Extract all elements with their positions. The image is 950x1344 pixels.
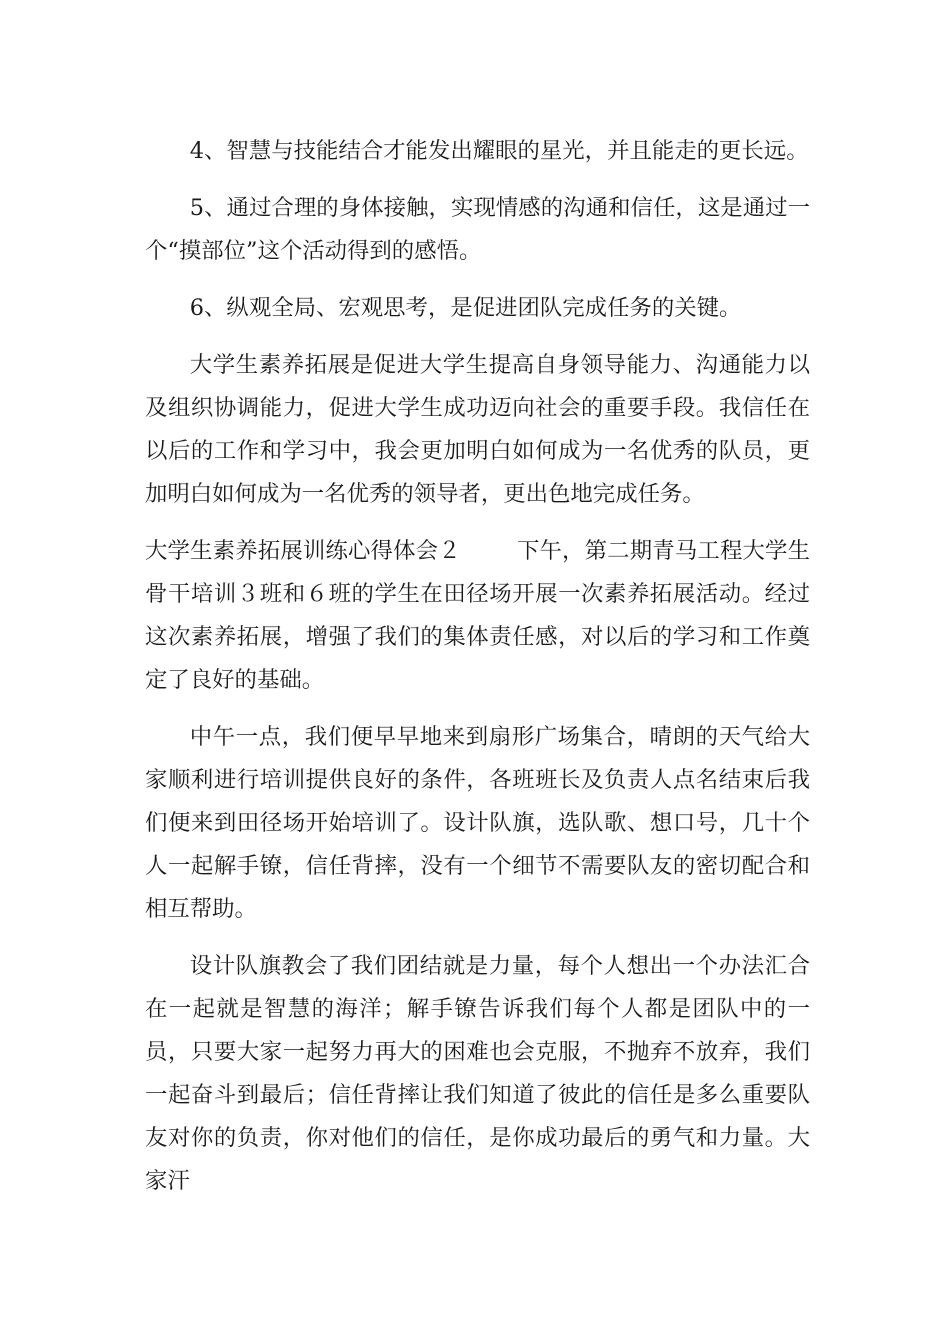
- section-2-title: 大学生素养拓展训练心得体会２: [145, 538, 461, 564]
- paragraph-summary: 大学生素养拓展是促进大学生提高自身领导能力、沟通能力以及组织协调能力，促进大学生成功迈向社会的重要手段。我信任在以后的工作和学习中，我会更加明白如何成为一名优秀的队员，更加明白如何成为一名优秀的领导者，更出色地完成任务。: [145, 352, 810, 507]
- paragraph-noon-gathering: 中午一点，我们便早早地来到扇形广场集合，晴朗的天气给大家顺利进行培训提供良好的条件，各班班长及负责人点名结束后我们便来到田径场开始培训了。设计队旗，选队歌、想口号，几十个人一起解手镣，信任背摔，没有一个细节不需要队友的密切配合和相互帮助。: [145, 724, 810, 922]
- document-body: [145, 130, 810, 1217]
- section-2-lead: 下午，第二期青马工程大学生骨干培训３班和６班的学生在田径场开展一次素养拓展活动。经过这次素养拓展，增强了我们的集体责任感，对以后的学习和工作奠定了良好的基础。: [145, 538, 811, 693]
- paragraph-point-5: 5、通过合理的身体接触，实现情感的沟通和信任，这是通过一个“摸部位”这个活动得到的感悟。: [145, 195, 810, 264]
- paragraph-team-flag: 设计队旗教会了我们团结就是力量，每个人想出一个办法汇合在一起就是智慧的海洋；解手镣告诉我们每个人都是团队中的一员，只要大家一起努力再大的困难也会克服，不抛弃不放弃，我们一起奋斗到最后；信任背摔让我们知道了彼此的信任是多么重要队友对你的负责，你对他们的信任，是你成功最后的勇气和力量。大家汗: [145, 953, 810, 1194]
- section-2-block: [145, 530, 810, 702]
- paragraph-point-6: 6、纵观全局、宏观思考，是促进团队完成任务的关键。: [189, 295, 742, 321]
- paragraph-point-4: 4、智慧与技能结合才能发出耀眼的星光，并且能走的更长远。: [189, 138, 809, 164]
